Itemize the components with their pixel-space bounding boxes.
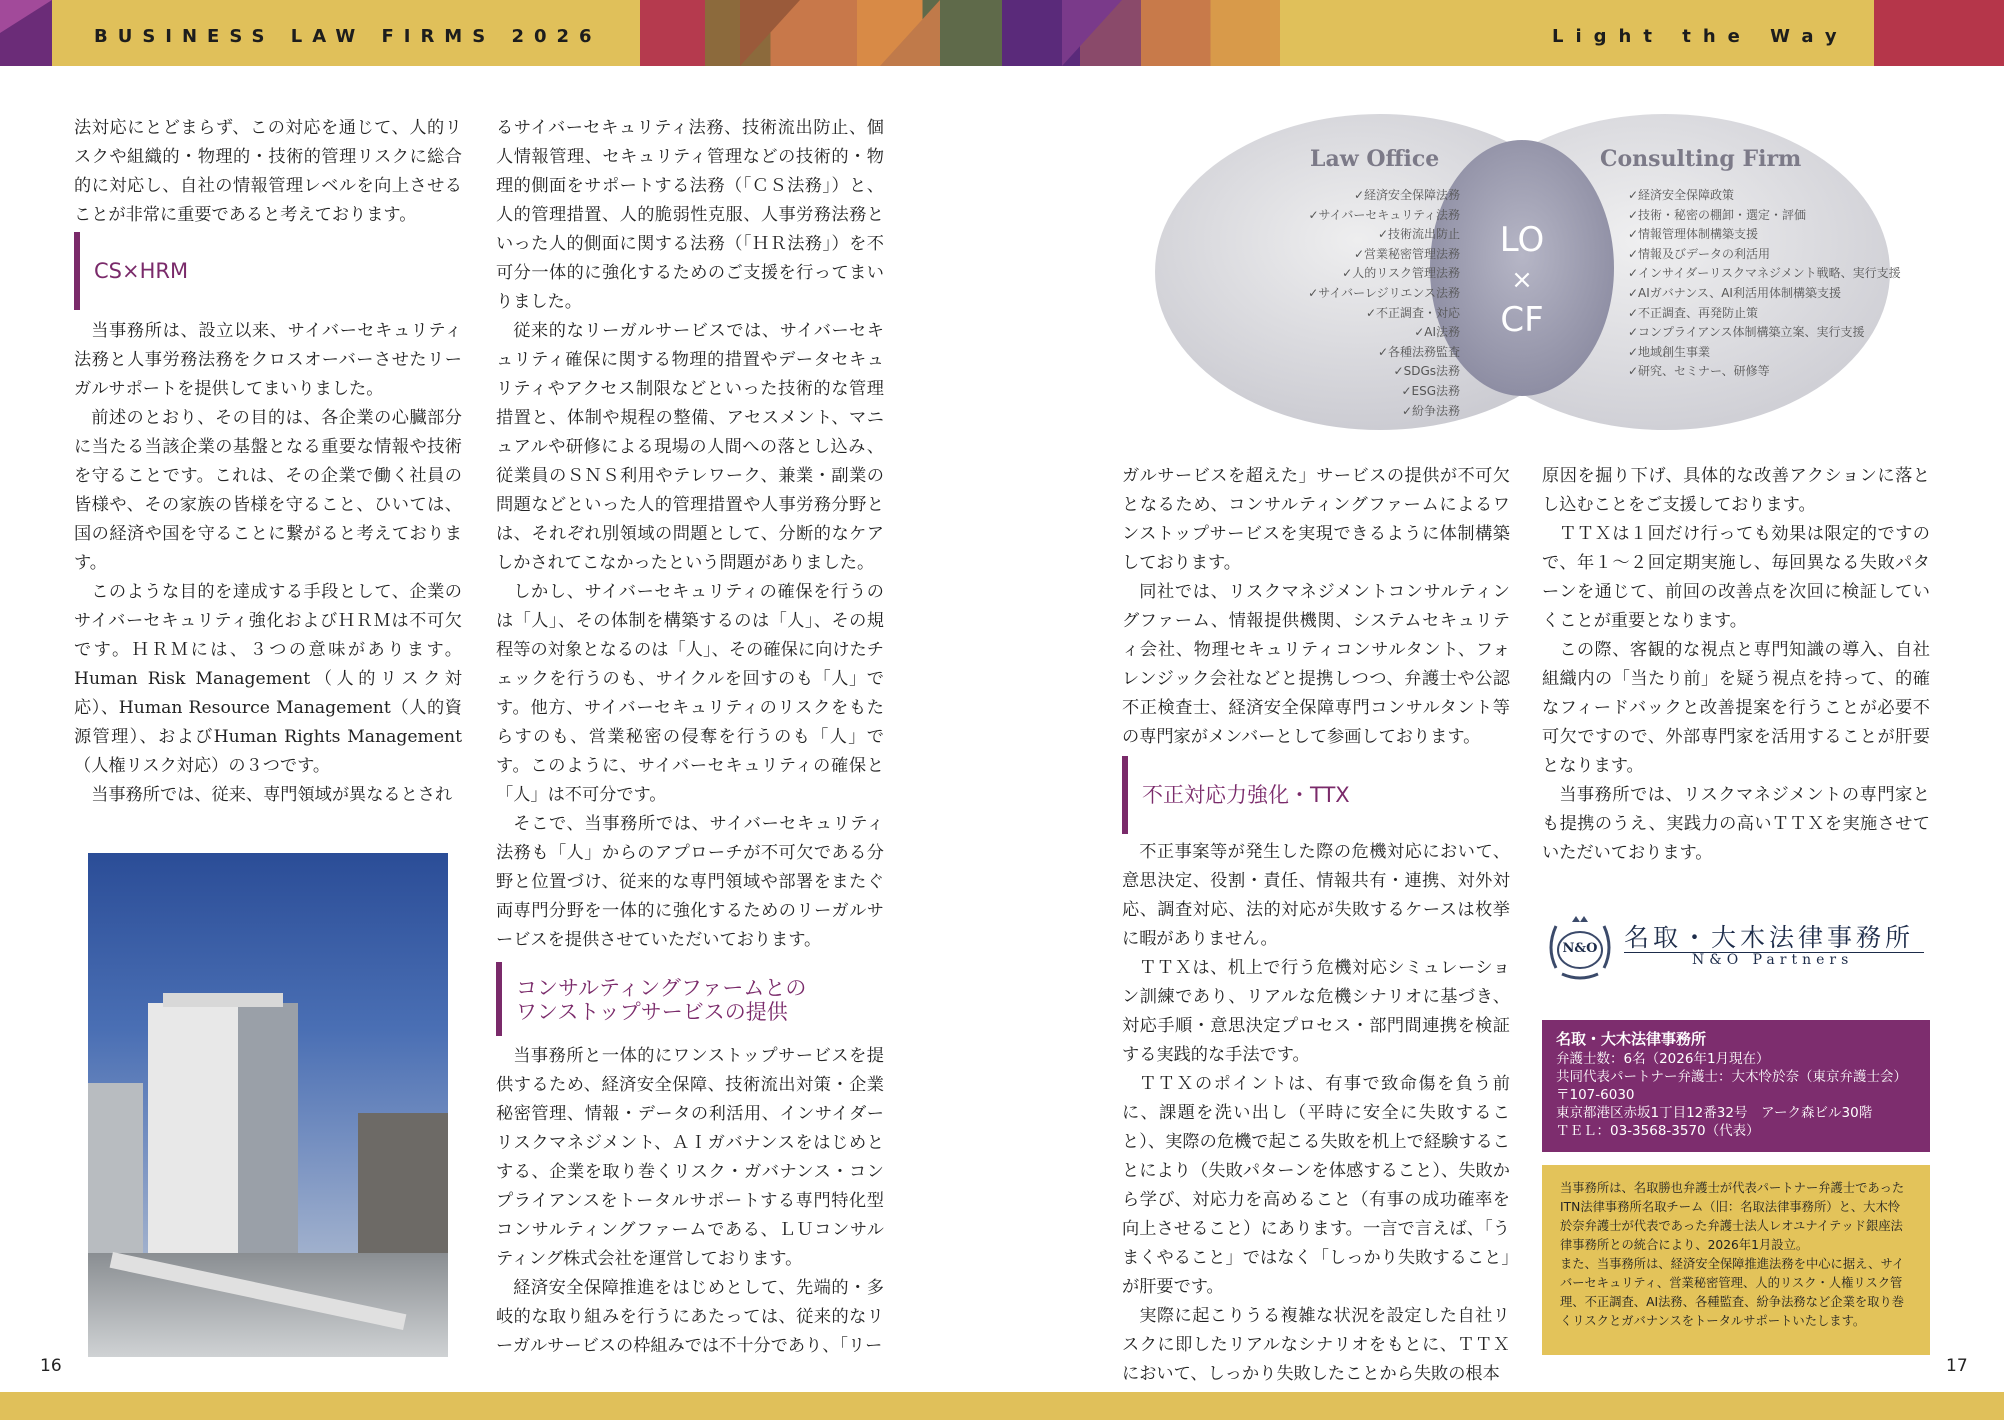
paragraph: 不正事案等が発生した際の危機対応において、意思決定、役割・責任、情報共有・連携、対外対応、調査対応、法的対応が失敗するケースは枚挙に暇がありません。 — [1122, 842, 1510, 949]
header-pattern-tri3 — [1062, 0, 1122, 66]
venn-center-bottom: CF — [1500, 300, 1544, 340]
venn-list-item: ✓営業秘密管理法務 — [1353, 246, 1460, 261]
header-pattern-tri2 — [880, 0, 940, 66]
venn-center-top: LO — [1499, 220, 1545, 260]
venn-list-item: ✓人的リスク管理法務 — [1342, 266, 1460, 281]
venn-center-label — [1472, 220, 1572, 340]
venn-diagram — [1150, 100, 1910, 445]
firm-note-box — [1542, 1165, 1930, 1355]
column-3-bottom — [1122, 838, 1510, 1389]
paragraph: そこで、当事務所では、サイバーセキュリティ法務も「人」からのアプローチが不可欠である分野と位置づけ、従来的な専門領域や部署をまたぐ両専門分野を一体的に強化するためのリーガルサービスを提供させていただいております。 — [496, 814, 884, 950]
venn-right-title: Consulting Firm — [1600, 146, 1802, 172]
column-2-top — [496, 114, 884, 955]
firm-note-paragraph: 当事務所は、名取勝也弁護士が代表パートナー弁護士であったITN法律事務所名取チーム（旧：名取法律事務所）と、大木怜於奈弁護士が代表であった弁護士法人レオユナイテッド銀座法律事務所との統合により、2026年1月設立。 — [1560, 1181, 1905, 1252]
firm-info-box — [1542, 1020, 1930, 1152]
column-2-bottom — [496, 1042, 884, 1361]
venn-list-item: ✓ESG法務 — [1401, 383, 1460, 398]
paragraph: 同社では、リスクマネジメントコンサルティングファーム、情報提供機関、システムセキュリティ会社、物理セキュリティコンサルタント、フォレンジック会社などと提携しつつ、弁護士や公認不正検査士、経済安全保障専門コンサルタント等の専門家がメンバーとして参画しております。 — [1122, 582, 1510, 747]
venn-list-item: ✓情報管理体制構築支援 — [1628, 227, 1759, 242]
venn-list-item: ✓AIガバナンス、AI利活用体制構築支援 — [1628, 285, 1841, 300]
paragraph: ガルサービスを超えた」サービスの提供が不可欠となるため、コンサルティングファームによるワンストップサービスを実現できるように体制構築しております。 — [1122, 466, 1510, 573]
section-heading-line: コンサルティングファームとの — [516, 976, 807, 1000]
firm-info-line: 〒107-6030 — [1556, 1087, 1635, 1103]
venn-right-list — [1628, 186, 1918, 382]
page-number-right: 17 — [1946, 1356, 1968, 1376]
paragraph: 当事務所では、従来、専門領域が異なるとされ — [91, 785, 453, 805]
page-number-left: 16 — [40, 1356, 62, 1376]
venn-list-item: ✓研究、セミナー、研修等 — [1628, 364, 1770, 379]
header-pattern — [640, 0, 1002, 66]
logo-jp-name: 名取・大木法律事務所 — [1624, 923, 1915, 952]
venn-list-item: ✓不正調査、再発防止策 — [1628, 305, 1759, 320]
header-left-title: BUSINESS LAW FIRMS 2026 — [94, 26, 602, 47]
paragraph: 原因を掘り下げ、具体的な改善アクションに落とし込むことをご支援しております。 — [1542, 466, 1930, 515]
firm-note-paragraph: また、当事務所は、経済安全保障推進法務を中心に据え、サイバーセキュリティ、営業秘密管理、人的リスク・人権リスク管理、不正調査、AI法務、各種監査、紛争法務など企業を取り巻くリスクとガバナンスをトータルサポートいたします。 — [1560, 1257, 1905, 1328]
venn-center-mid: × — [1511, 265, 1533, 295]
column-3-top — [1122, 462, 1510, 752]
paragraph: るサイバーセキュリティ法務、技術流出防止、個人情報管理、セキュリティ管理などの技術的・物理的側面をサポートする法務（「ＣＳ法務」）と、人的管理措置、人的脆弱性克服、人事労務法務といった人的側面に関する法務（「ＨＲ法務」）を不可分一体的に強化するためのご支援を行ってまいりました。 — [496, 118, 884, 312]
venn-list-item: ✓紛争法務 — [1401, 403, 1460, 418]
paragraph: 当事務所は、設立以来、サイバーセキュリティ法務と人事労務法務をクロスオーバーさせたリーガルサポートを提供してまいりました。 — [74, 321, 462, 399]
venn-list-item: ✓技術・秘密の棚卸・選定・評価 — [1628, 207, 1807, 222]
building-photo — [88, 853, 448, 1357]
section-heading-ttx: 不正対応力強化・TTX — [1122, 756, 1350, 834]
paragraph: この際、客観的な視点と専門知識の導入、自社組織内の「当たり前」を疑う視点を持って、的確なフィードバックと改善提案を行うことが必要不可欠ですので、外部専門家を活用することが肝要となります。 — [1542, 640, 1930, 776]
firm-info-line: 弁護士数：6名（2026年1月現在） — [1556, 1051, 1770, 1067]
section-heading-line: ワンストップサービスの提供 — [516, 1000, 788, 1024]
paragraph: このような目的を達成する手段として、企業のサイバーセキュリティ強化およびＨＲＭは不可欠です。ＨＲＭには、３つの意味があります。Human Risk Management（人的リスク対応）、Human Resource Management（人的資源管理）、およびHuman Rights Management（人権リスク対応）の３つです。 — [74, 582, 462, 776]
venn-list-item: ✓経済安全保障政策 — [1628, 188, 1735, 202]
paragraph: しかし、サイバーセキュリティの確保を行うのは「人」、その体制を構築するのは「人」、その規程等の対象となるのは「人」、その確保に向けたチェックを行うのも、サイクルを回すのも「人」です。他方、サイバーセキュリティのリスクをもたらすのも、営業秘密の侵奪を行うのも「人」です。このように、サイバーセキュリティの確保と「人」は不可分です。 — [496, 582, 884, 805]
venn-list-item: ✓サイバーレジリエンス法務 — [1308, 285, 1460, 300]
header-right — [1002, 0, 2004, 66]
header-triangle — [0, 0, 52, 33]
venn-list-item: ✓情報及びデータの利活用 — [1628, 246, 1771, 261]
venn-list-item: ✓技術流出防止 — [1377, 227, 1460, 242]
firm-info-line: ＴＥＬ：03-3568-3570（代表） — [1556, 1123, 1760, 1139]
venn-list-item: ✓サイバーセキュリティ法務 — [1308, 207, 1460, 222]
venn-list-item: ✓インサイダーリスクマネジメント戦略、実行支援 — [1628, 266, 1901, 281]
paragraph: 当事務所と一体的にワンストップサービスを提供するため、経済安全保障、技術流出対策・企業秘密管理、情報・データの利活用、インサイダーリスクマネジメント、ＡＩガバナンスをはじめとする、企業を取り巻くリスク・ガバナンス・コンプライアンスをトータルサポートする専門特化型コンサルティングファームである、ＬＵコンサルティング株式会社を運営しております。 — [496, 1046, 884, 1269]
column-4 — [1542, 462, 1930, 868]
paragraph: 前述のとおり、その目的は、各企業の心臓部分に当たる当該企業の基盤となる重要な情報や技術を守ることです。これは、その企業で働く社員の皆様や、その家族の皆様を守ること、ひいては、国の経済や国を守ることに繋がると考えております。 — [74, 408, 462, 573]
firm-info-line: 共同代表パートナー弁護士：大木怜於奈（東京弁護士会） — [1556, 1069, 1907, 1085]
paragraph: ＴＴＸのポイントは、有事で致命傷を負う前に、課題を洗い出し（平時に安全に失敗すること）、実際の危機で起こる失敗を机上で経験することにより（失敗パターンを体感すること）、失敗から学び、対応力を高めること（有事の成功確率を向上させること）にあります。一言で言えば、「うまくやること」ではなく「しっかり失敗すること」が肝要です。 — [1122, 1074, 1510, 1297]
firm-logo — [1542, 912, 1930, 982]
paragraph: 実際に起こりうる複雑な状況を設定した自社リスクに即したリアルなシナリオをもとに、ＴＴＸにおいて、しっかり失敗したことから失敗の根本 — [1122, 1306, 1510, 1384]
venn-list-item: ✓経済安全保障法務 — [1353, 188, 1460, 202]
venn-list-item: ✓AI法務 — [1414, 325, 1460, 340]
section-heading-consulting — [496, 962, 806, 1036]
venn-list-item: ✓SDGs法務 — [1393, 364, 1460, 379]
header-left — [0, 0, 1002, 66]
venn-list-item: ✓地域創生事業 — [1628, 344, 1711, 359]
paragraph: 法対応にとどまらず、この対応を通じて、人的リスクや組織的・物理的・技術的管理リスクに総合的に対応し、自社の情報管理レベルを向上させることが非常に重要であると考えております。 — [74, 118, 462, 225]
header-right-title: Light the Way — [1552, 26, 1849, 47]
venn-left-list — [1230, 186, 1460, 421]
paragraph: 経済安全保障推進をはじめとして、先端的・多岐的な取り組みを行うにあたっては、従来的なリーガルサービスの枠組みでは不十分であり、「リー — [496, 1278, 884, 1356]
firm-info-line: 東京都港区赤坂1丁目12番32号 アーク森ビル30階 — [1556, 1105, 1873, 1121]
header-pattern-tri — [740, 0, 800, 66]
tower-building — [148, 1003, 298, 1283]
venn-list-item: ✓不正調査・対応 — [1365, 305, 1460, 320]
logo-en-name: N&O Partners — [1692, 952, 1854, 968]
venn-list-item: ✓コンプライアンス体制構築立案、実行支援 — [1628, 325, 1865, 340]
column-1-body — [74, 317, 462, 810]
paragraph: 当事務所では、リスクマネジメントの専門家とも提携のうえ、実践力の高いＴＴＸを実施させていただいております。 — [1542, 785, 1930, 863]
paragraph: ＴＴＸは１回だけ行っても効果は限定的ですので、年１〜２回定期実施し、毎回異なる失敗パターンを通じて、前回の改善点を次回に検証していくことが重要となります。 — [1542, 524, 1930, 631]
footer-gold-band — [0, 1392, 2004, 1420]
column-1-top — [74, 114, 462, 230]
venn-list-item: ✓各種法務監査 — [1377, 344, 1460, 359]
firm-info-title: 名取・大木法律事務所 — [1556, 1030, 1707, 1048]
header-pattern-right — [1002, 0, 1280, 66]
paragraph: 従来的なリーガルサービスでは、サイバーセキュリティ確保に関する物理的措置やデータセキュリティやアクセス制限などといった技術的な管理措置と、体制や規程の整備、アセスメント、マニュアルや研修による現場の人間への落とし込み、従業員のＳＮＳ利用やテレワーク、兼業・副業の問題などといった人的管理措置や人事労務分野とは、それぞれ別領域の問題として、分断的なケアしかされてこなかったという問題がありました。 — [496, 321, 884, 573]
tower-building — [163, 993, 283, 1007]
logo-mark: N&O — [1562, 941, 1598, 956]
paragraph: ＴＴＸは、机上で行う危機対応シミュレーション訓練であり、リアルな危機シナリオに基づき、対応手順・意思決定プロセス・部門間連携を検証する実践的な手法です。 — [1122, 958, 1510, 1065]
section-heading-cs-hrm: CS×HRM — [74, 232, 188, 310]
venn-left-title: Law Office — [1310, 146, 1440, 172]
header-red-block — [1874, 0, 2004, 66]
